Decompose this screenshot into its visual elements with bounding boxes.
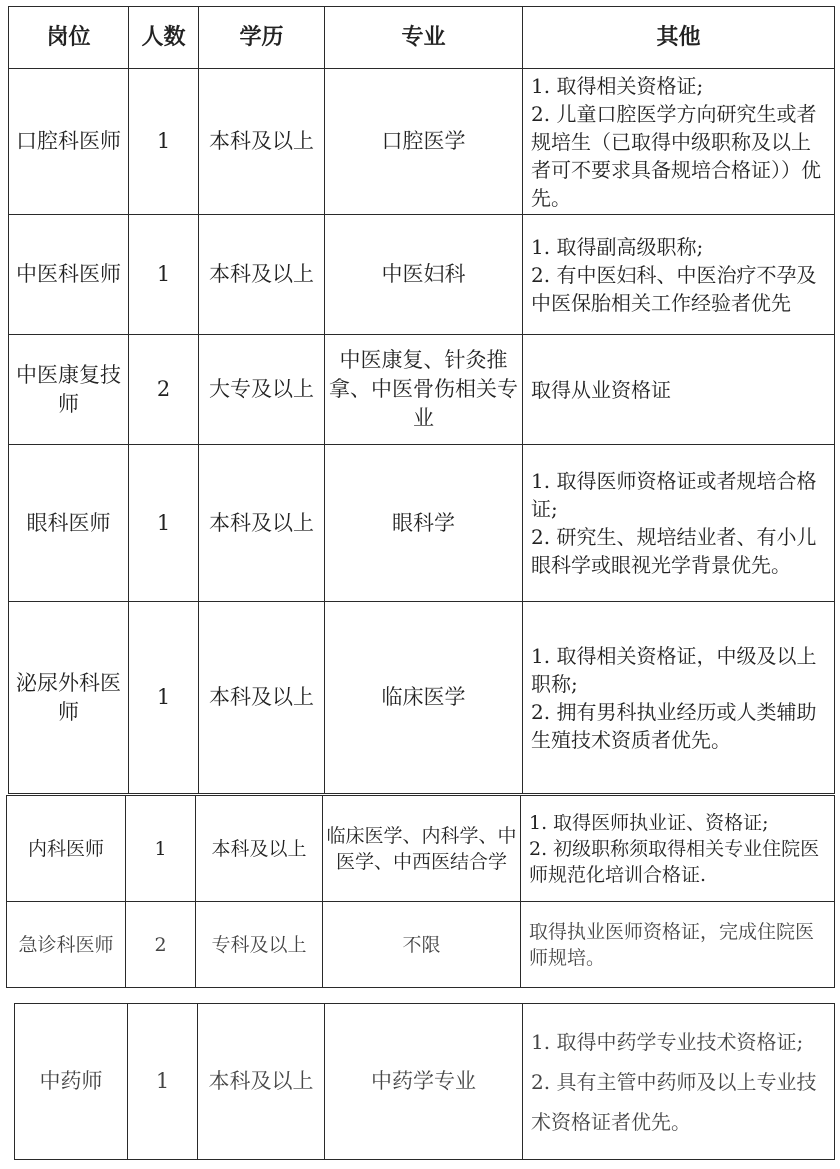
cell-position: 中医科医师 — [9, 215, 129, 335]
cell-education: 本科及以上 — [199, 602, 325, 794]
cell-major: 口腔医学 — [325, 69, 523, 215]
table-row — [7, 902, 835, 988]
cell-count: 2 — [129, 335, 199, 445]
other-line: 1. 取得医师资格证或者规培合格证; — [531, 469, 817, 521]
other-line: 2. 研究生、规培结业者、有小儿眼科学或眼视光学背景优先。 — [531, 525, 817, 577]
cell-education: 专科及以上 — [196, 902, 323, 988]
table-row — [7, 796, 835, 902]
cell-education: 本科及以上 — [196, 796, 323, 902]
table-row — [9, 602, 835, 794]
cell-count: 1 — [126, 796, 196, 902]
cell-count: 1 — [129, 602, 199, 794]
cell-education: 大专及以上 — [199, 335, 325, 445]
table-row — [9, 215, 835, 335]
other-line: 1. 取得相关资格证; — [531, 73, 704, 98]
cell-count: 1 — [128, 1004, 198, 1160]
other-line: 1. 取得中药学专业技术资格证; — [531, 1029, 804, 1054]
cell-education: 本科及以上 — [199, 69, 325, 215]
table-row — [9, 69, 835, 215]
cell-major: 临床医学 — [325, 602, 523, 794]
cell-other — [523, 602, 835, 794]
cell-major: 中医妇科 — [325, 215, 523, 335]
other-line: 2. 拥有男科执业经历或人类辅助生殖技术资质者优先。 — [531, 699, 817, 752]
other-line: 1. 取得副高级职称; — [531, 234, 704, 259]
cell-other — [523, 215, 835, 335]
cell-other — [521, 902, 835, 988]
cell-other — [523, 1004, 835, 1160]
cell-count: 2 — [126, 902, 196, 988]
cell-position: 口腔科医师 — [9, 69, 129, 215]
other-line: 取得执业医师资格证，完成住院医师规培。 — [529, 920, 815, 969]
recruitment-table-main — [8, 6, 835, 794]
cell-position: 眼科医师 — [9, 445, 129, 602]
cell-major: 不限 — [323, 902, 521, 988]
cell-education: 本科及以上 — [199, 215, 325, 335]
table-row — [9, 335, 835, 445]
header-education: 学历 — [199, 7, 325, 69]
cell-major: 眼科学 — [325, 445, 523, 602]
cell-other — [523, 445, 835, 602]
cell-position: 中医康复技师 — [9, 335, 129, 445]
cell-other — [523, 335, 835, 445]
other-line: 1. 取得医师执业证、资格证; — [529, 811, 769, 834]
table-row — [9, 445, 835, 602]
table-header-row — [9, 7, 835, 69]
cell-other — [523, 69, 835, 215]
cell-major: 中药学专业 — [325, 1004, 523, 1160]
other-line: 2. 具有主管中药师及以上专业技术资格证者优先。 — [531, 1069, 817, 1134]
other-line: 1. 取得相关资格证，中级及以上职称; — [531, 643, 817, 696]
other-line: 取得从业资格证 — [531, 377, 671, 402]
header-count: 人数 — [129, 7, 199, 69]
cell-other — [521, 796, 835, 902]
cell-position: 泌尿外科医师 — [9, 602, 129, 794]
header-major: 专业 — [325, 7, 523, 69]
table-row — [15, 1004, 835, 1160]
header-other: 其他 — [523, 7, 835, 69]
cell-major: 临床医学、内科学、中医学、中西医结合学 — [323, 796, 521, 902]
recruitment-table-second — [6, 795, 835, 988]
cell-count: 1 — [129, 69, 199, 215]
cell-position: 中药师 — [15, 1004, 128, 1160]
other-line: 2. 儿童口腔医学方向研究生或者规培生（已取得中级职称及以上者可不要求具备规培合格证））优先。 — [531, 101, 821, 210]
other-line: 2. 有中医妇科、中医治疗不孕及中医保胎相关工作经验者优先 — [531, 262, 817, 315]
cell-count: 1 — [129, 445, 199, 602]
cell-education: 本科及以上 — [199, 445, 325, 602]
cell-position: 内科医师 — [7, 796, 126, 902]
other-line: 2. 初级职称须取得相关专业住院医师规范化培训合格证. — [529, 837, 820, 886]
cell-position: 急诊科医师 — [7, 902, 126, 988]
cell-education: 本科及以上 — [198, 1004, 325, 1160]
recruitment-table-third — [14, 1003, 835, 1160]
cell-major: 中医康复、针灸推拿、中医骨伤相关专业 — [325, 335, 523, 445]
header-position: 岗位 — [9, 7, 129, 69]
cell-count: 1 — [129, 215, 199, 335]
